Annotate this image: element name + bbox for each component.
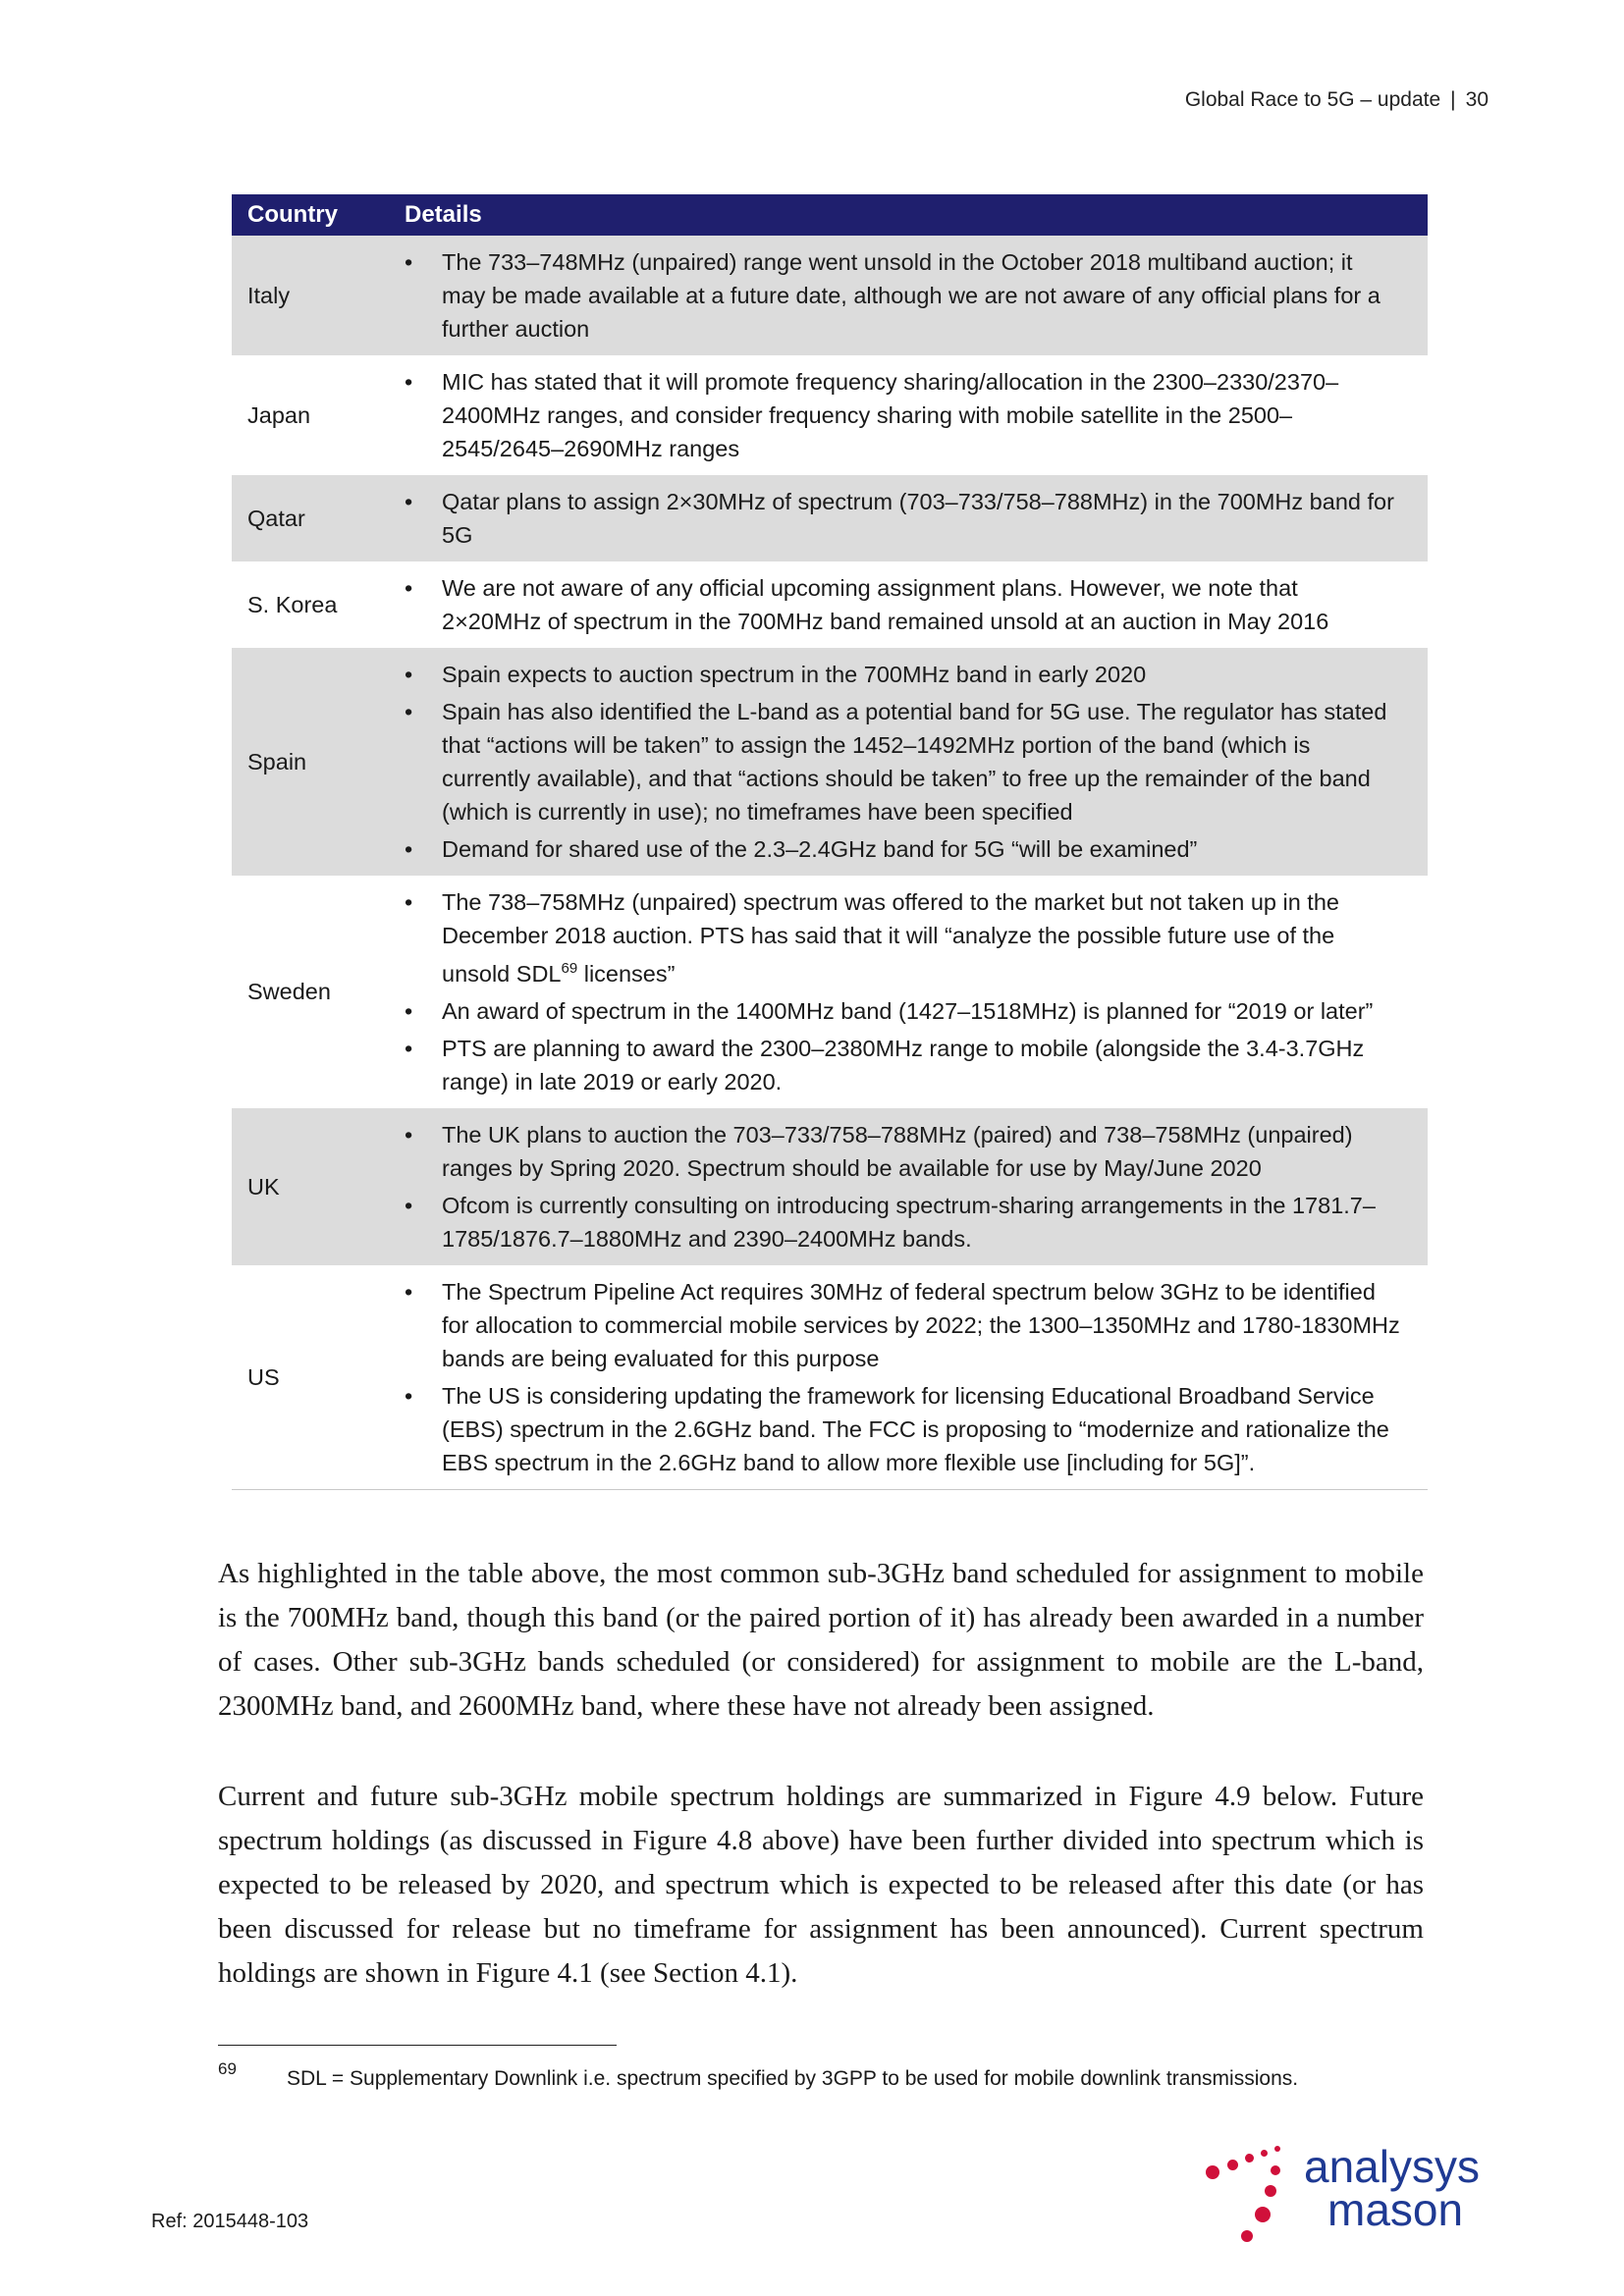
table-row xyxy=(232,475,1428,561)
country-cell: S. Korea xyxy=(247,592,338,617)
details-cell xyxy=(389,355,1428,475)
details-item: • The Spectrum Pipeline Act requires 30MHz of federal spectrum below 3GHz to be identified for allocation to commercial mobile services by 2022; the 1300–1350MHz and 1780-1830MHz bands are being evaluated for this purpose xyxy=(442,1275,1400,1375)
details-list xyxy=(405,571,1400,638)
analysys-mason-logo xyxy=(1206,2138,1520,2246)
country-cell: Spain xyxy=(232,648,389,876)
country-cell: Qatar xyxy=(232,475,389,561)
details-item: • MIC has stated that it will promote frequency sharing/allocation in the 2300–2330/2370–2400MHz ranges, and consider frequency sharing with mobile satellite in the 2500–2545/2645–2690MHz ranges xyxy=(442,365,1400,465)
country-cell: Japan xyxy=(247,402,311,428)
footnote-text: SDL = Supplementary Downlink i.e. spectrum specified by 3GPP to be used for mobile downlink transmissions. xyxy=(287,2067,1299,2090)
details-list xyxy=(405,1275,1400,1479)
spectrum-plans-table xyxy=(232,194,1428,1490)
details-cell xyxy=(389,475,1428,561)
details-item: • Qatar plans to assign 2×30MHz of spectrum (703–733/758–788MHz) in the 700MHz band for 5G xyxy=(442,485,1400,552)
details-list xyxy=(405,245,1400,346)
country-cell: US xyxy=(232,1265,389,1490)
table-row xyxy=(232,648,1428,876)
details-cell xyxy=(389,876,1428,1108)
logo-word-mason: mason xyxy=(1327,2184,1464,2235)
details-item-tail: licenses” xyxy=(577,960,676,987)
details-list xyxy=(405,1118,1400,1255)
details-cell xyxy=(389,1108,1428,1265)
logo-word-analysys: analysys xyxy=(1304,2141,1480,2192)
column-header-details: Details xyxy=(389,194,1428,236)
logo-dot-icon xyxy=(1241,2230,1253,2242)
body-paragraph: As highlighted in the table above, the most common sub-3GHz band scheduled for assignment to mobile is the 700MHz band, though this band (or the paired portion of it) has already been awarded in a number of cases. Other sub-3GHz bands scheduled (or considered) for assignment to mobile are the L-band, 2300MHz band, and 2600MHz band, where these have not already been assigned. xyxy=(218,1558,1424,1722)
details-cell xyxy=(389,648,1428,876)
details-item: • Ofcom is currently consulting on introducing spectrum-sharing arrangements in the 1781.7–1785/1876.7–1880MHz and 2390–2400MHz bands. xyxy=(442,1189,1400,1255)
logo-dot-icon xyxy=(1206,2165,1219,2179)
logo-dot-icon xyxy=(1245,2154,1254,2163)
running-header xyxy=(1185,88,1489,112)
document-title: Global Race to 5G – update xyxy=(1184,88,1441,111)
details-item: • PTS are planning to award the 2300–2380MHz range to mobile (alongside the 3.4-3.7GHz range) in late 2019 or early 2020. xyxy=(442,1032,1400,1098)
details-item xyxy=(442,885,1400,990)
country-cell: UK xyxy=(232,1108,389,1265)
table-header-row xyxy=(232,194,1428,236)
details-cell xyxy=(389,561,1428,648)
column-header-country: Country xyxy=(232,194,389,236)
details-item: • Spain expects to auction spectrum in the 700MHz band in early 2020 xyxy=(442,658,1400,691)
logo-dot-icon xyxy=(1274,2146,1280,2152)
logo-dot-icon xyxy=(1265,2185,1276,2197)
table-row xyxy=(232,561,1428,648)
country-cell: Sweden xyxy=(247,979,331,1005)
table-row xyxy=(232,355,1428,475)
country-cell: Italy xyxy=(232,236,389,355)
details-list xyxy=(405,365,1400,465)
page-number: 30 xyxy=(1465,88,1489,111)
details-item: • Demand for shared use of the 2.3–2.4GHz band for 5G “will be examined” xyxy=(442,832,1400,866)
logo-dot-icon xyxy=(1227,2160,1238,2170)
details-item: • The UK plans to auction the 703–733/758–788MHz (paired) and 738–758MHz (unpaired) ranges by Spring 2020. Spectrum should be available for use by May/June 2020 xyxy=(442,1118,1400,1185)
details-list xyxy=(405,885,1400,1098)
header-separator: | xyxy=(1450,88,1456,111)
table-row xyxy=(232,876,1428,1108)
table-row xyxy=(232,1108,1428,1265)
details-item: • An award of spectrum in the 1400MHz band (1427–1518MHz) is planned for “2019 or later” xyxy=(442,994,1400,1028)
details-list xyxy=(405,658,1400,866)
details-item: • The US is considering updating the framework for licensing Educational Broadband Service (EBS) spectrum in the 2.6GHz band. The FCC is proposing to “modernize and rationalize the EBS spectrum in the 2.6GHz band to allow more flexible use [including for 5G]”. xyxy=(442,1379,1400,1479)
details-cell xyxy=(389,236,1428,355)
details-cell xyxy=(389,1265,1428,1490)
footnote-reference: 69 xyxy=(561,960,578,977)
details-list xyxy=(405,485,1400,552)
footnote-number: 69 xyxy=(218,2059,237,2078)
details-item: • Spain has also identified the L-band as a potential band for 5G use. The regulator has stated that “actions will be taken” to assign the 1452–1492MHz portion of the band (which is currently available), and that “actions should be taken” to free up the remainder of the band (which is currently in use); no timeframes have been specified xyxy=(442,695,1400,828)
table-row xyxy=(232,1265,1428,1490)
table-row xyxy=(232,236,1428,355)
footnote-divider xyxy=(218,2045,617,2046)
details-item: • We are not aware of any official upcoming assignment plans. However, we note that 2×20MHz of spectrum in the 700MHz band remained unsold at an auction in May 2016 xyxy=(442,571,1400,638)
details-item: • The 733–748MHz (unpaired) range went unsold in the October 2018 multiband auction; it may be made available at a future date, although we are not aware of any official plans for a further auction xyxy=(442,245,1400,346)
body-paragraph: Current and future sub-3GHz mobile spectrum holdings are summarized in Figure 4.9 below. Future spectrum holdings (as discussed in Figure 4.8 above) have been further divided into spectrum which is expected to be released by 2020, and spectrum which is expected to be released after this date (or has been discussed for release but no timeframe for assignment has been announced). Current spectrum holdings are shown in Figure 4.1 (see Section 4.1). xyxy=(218,1781,1424,1989)
logo-dot-icon xyxy=(1271,2165,1280,2175)
logo-dot-icon xyxy=(1261,2150,1268,2157)
details-item-text: The 738–758MHz (unpaired) spectrum was offered to the market but not taken up in the December 2018 auction. PTS has said that it will “analyze the possible future use of the unsold SDL xyxy=(442,889,1339,987)
document-reference: Ref: 2015448-103 xyxy=(151,2211,309,2232)
logo-dot-icon xyxy=(1255,2207,1271,2222)
